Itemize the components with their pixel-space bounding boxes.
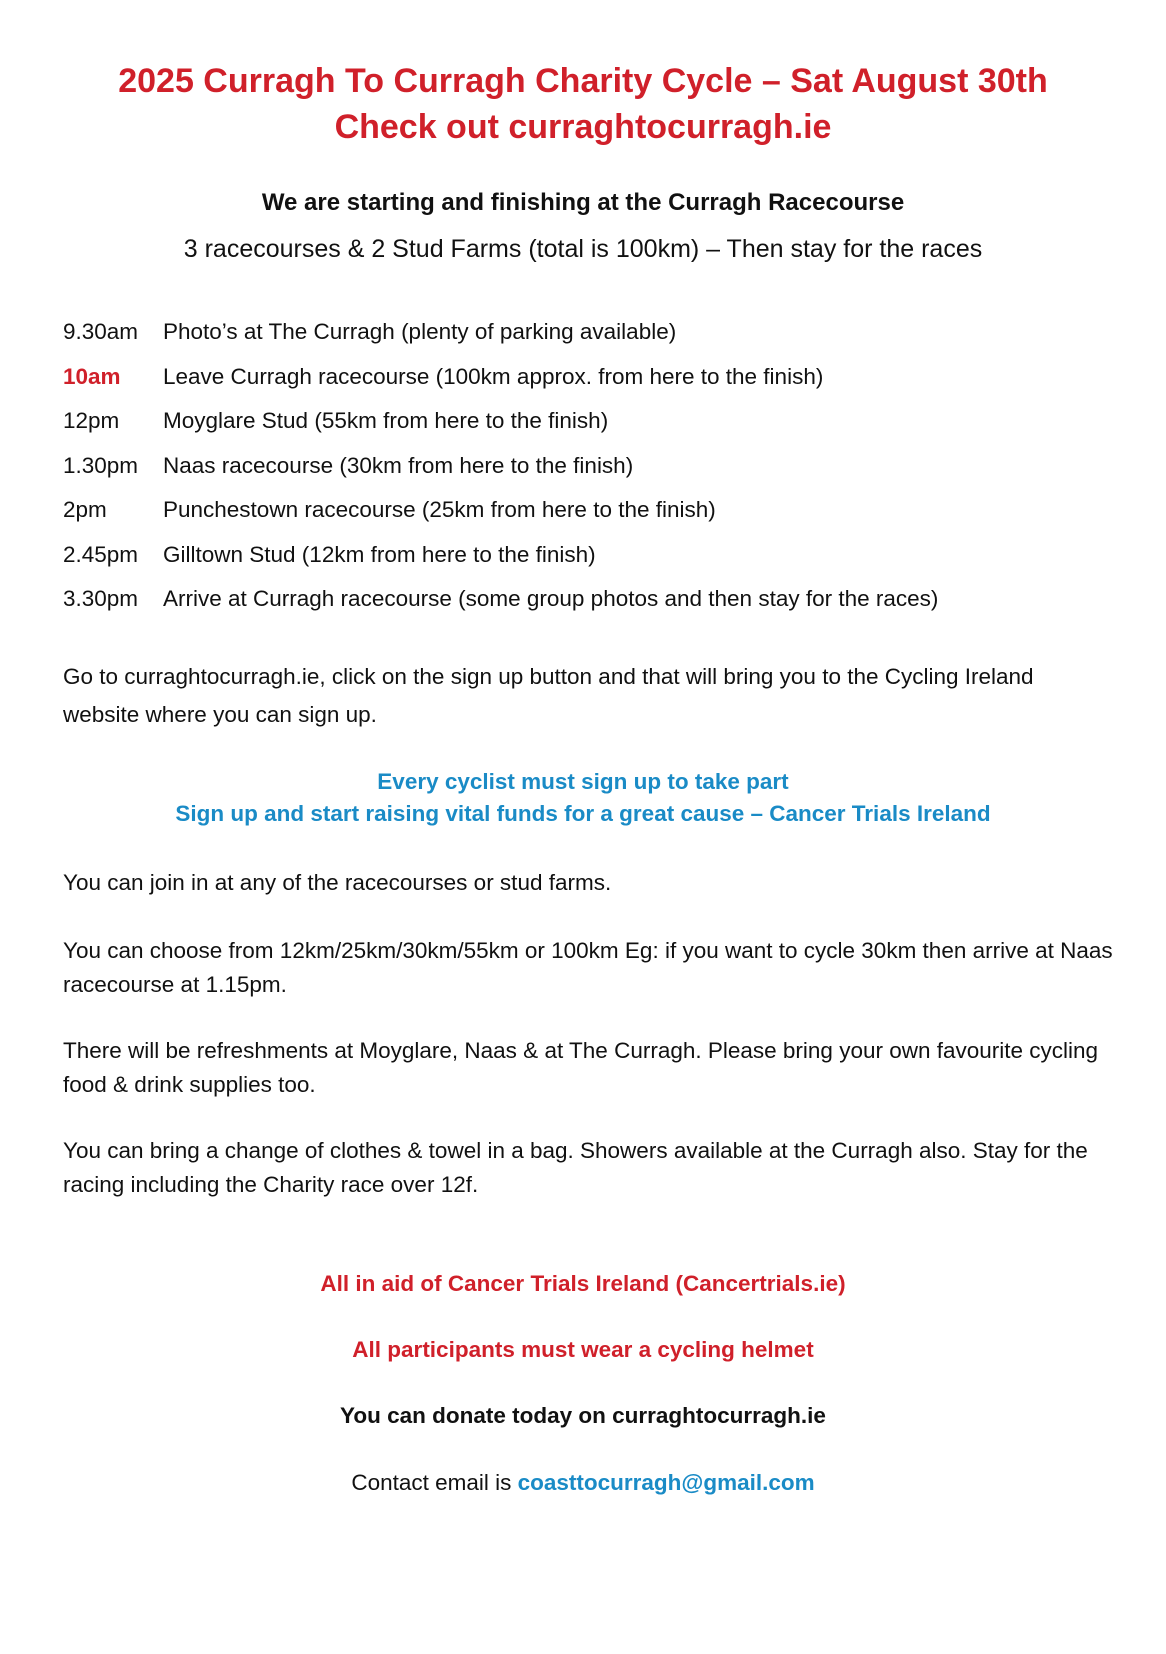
schedule-time: 1.30pm: [63, 452, 139, 478]
charity-aid-note: All in aid of Cancer Trials Ireland (Cancertrials.ie): [320, 1271, 846, 1296]
schedule-row: [63, 399, 1123, 444]
join-paragraph: You can join in at any of the racecourses or stud farms.: [63, 870, 612, 895]
website-callout: Check out curraghtocurragh.ie: [334, 108, 832, 146]
contact-line: [0, 1467, 1166, 1499]
schedule-description: Arrive at Curragh racecourse (some group photos and then stay for the races): [163, 586, 939, 612]
schedule-description: Gilltown Stud (12km from here to the finish): [163, 541, 596, 567]
signup-instructions: Go to curraghtocurragh.ie, click on the sign up button and that will bring you to the Cycling Ireland website where you can sign up.: [63, 664, 1034, 727]
schedule-description: Naas racecourse (30km from here to the finish): [163, 452, 634, 478]
schedule-description: Photo’s at The Curragh (plenty of parking available): [163, 319, 677, 345]
raise-funds-callout: Sign up and start raising vital funds for a great cause – Cancer Trials Ireland: [175, 801, 991, 826]
schedule-description: Punchestown racecourse (25km from here to the finish): [163, 497, 716, 523]
contact-email-link[interactable]: coasttocurragh@gmail.com: [517, 1470, 815, 1495]
schedule-time: 2.45pm: [63, 541, 139, 567]
clothes-paragraph: You can bring a change of clothes & towel in a bag. Showers available at the Curragh also. Stay for the racing including the Charity race over 12f.: [63, 1138, 1088, 1197]
schedule-row: [63, 444, 1123, 489]
schedule-time-highlight: 10am: [63, 363, 121, 389]
schedule-description: Moyglare Stud (55km from here to the finish): [163, 408, 609, 434]
schedule-time: 9.30am: [63, 319, 139, 345]
schedule-row: [63, 488, 1123, 533]
route-summary: 3 racecourses & 2 Stud Farms (total is 100km) – Then stay for the races: [183, 235, 983, 263]
schedule-description: Leave Curragh racecourse (100km approx. from here to the finish): [163, 363, 824, 389]
schedule-list: [63, 310, 1123, 622]
schedule-time: 3.30pm: [63, 586, 139, 612]
schedule-row: [63, 533, 1123, 578]
schedule-time: 2pm: [63, 497, 107, 523]
donate-note: You can donate today on curraghtocurragh.ie: [340, 1403, 826, 1428]
schedule-row: [63, 577, 1123, 622]
helmet-notice: All participants must wear a cycling helmet: [352, 1337, 814, 1362]
contact-label: Contact email is: [351, 1470, 518, 1495]
distance-options-paragraph: You can choose from 12km/25km/30km/55km or 100km Eg: if you want to cycle 30km then arrive at Naas racecourse at 1.15pm.: [63, 938, 1113, 997]
refreshments-paragraph: There will be refreshments at Moyglare, Naas & at The Curragh. Please bring your own favourite cycling food & drink supplies too.: [63, 1038, 1099, 1097]
sign-up-required-callout: Every cyclist must sign up to take part: [377, 769, 789, 794]
page-title: 2025 Curragh To Curragh Charity Cycle – Sat August 30th: [118, 62, 1048, 100]
schedule-row: [63, 310, 1123, 355]
schedule-time: 12pm: [63, 408, 120, 434]
start-finish-heading: We are starting and finishing at the Curragh Racecourse: [261, 189, 905, 216]
schedule-row: [63, 355, 1123, 400]
